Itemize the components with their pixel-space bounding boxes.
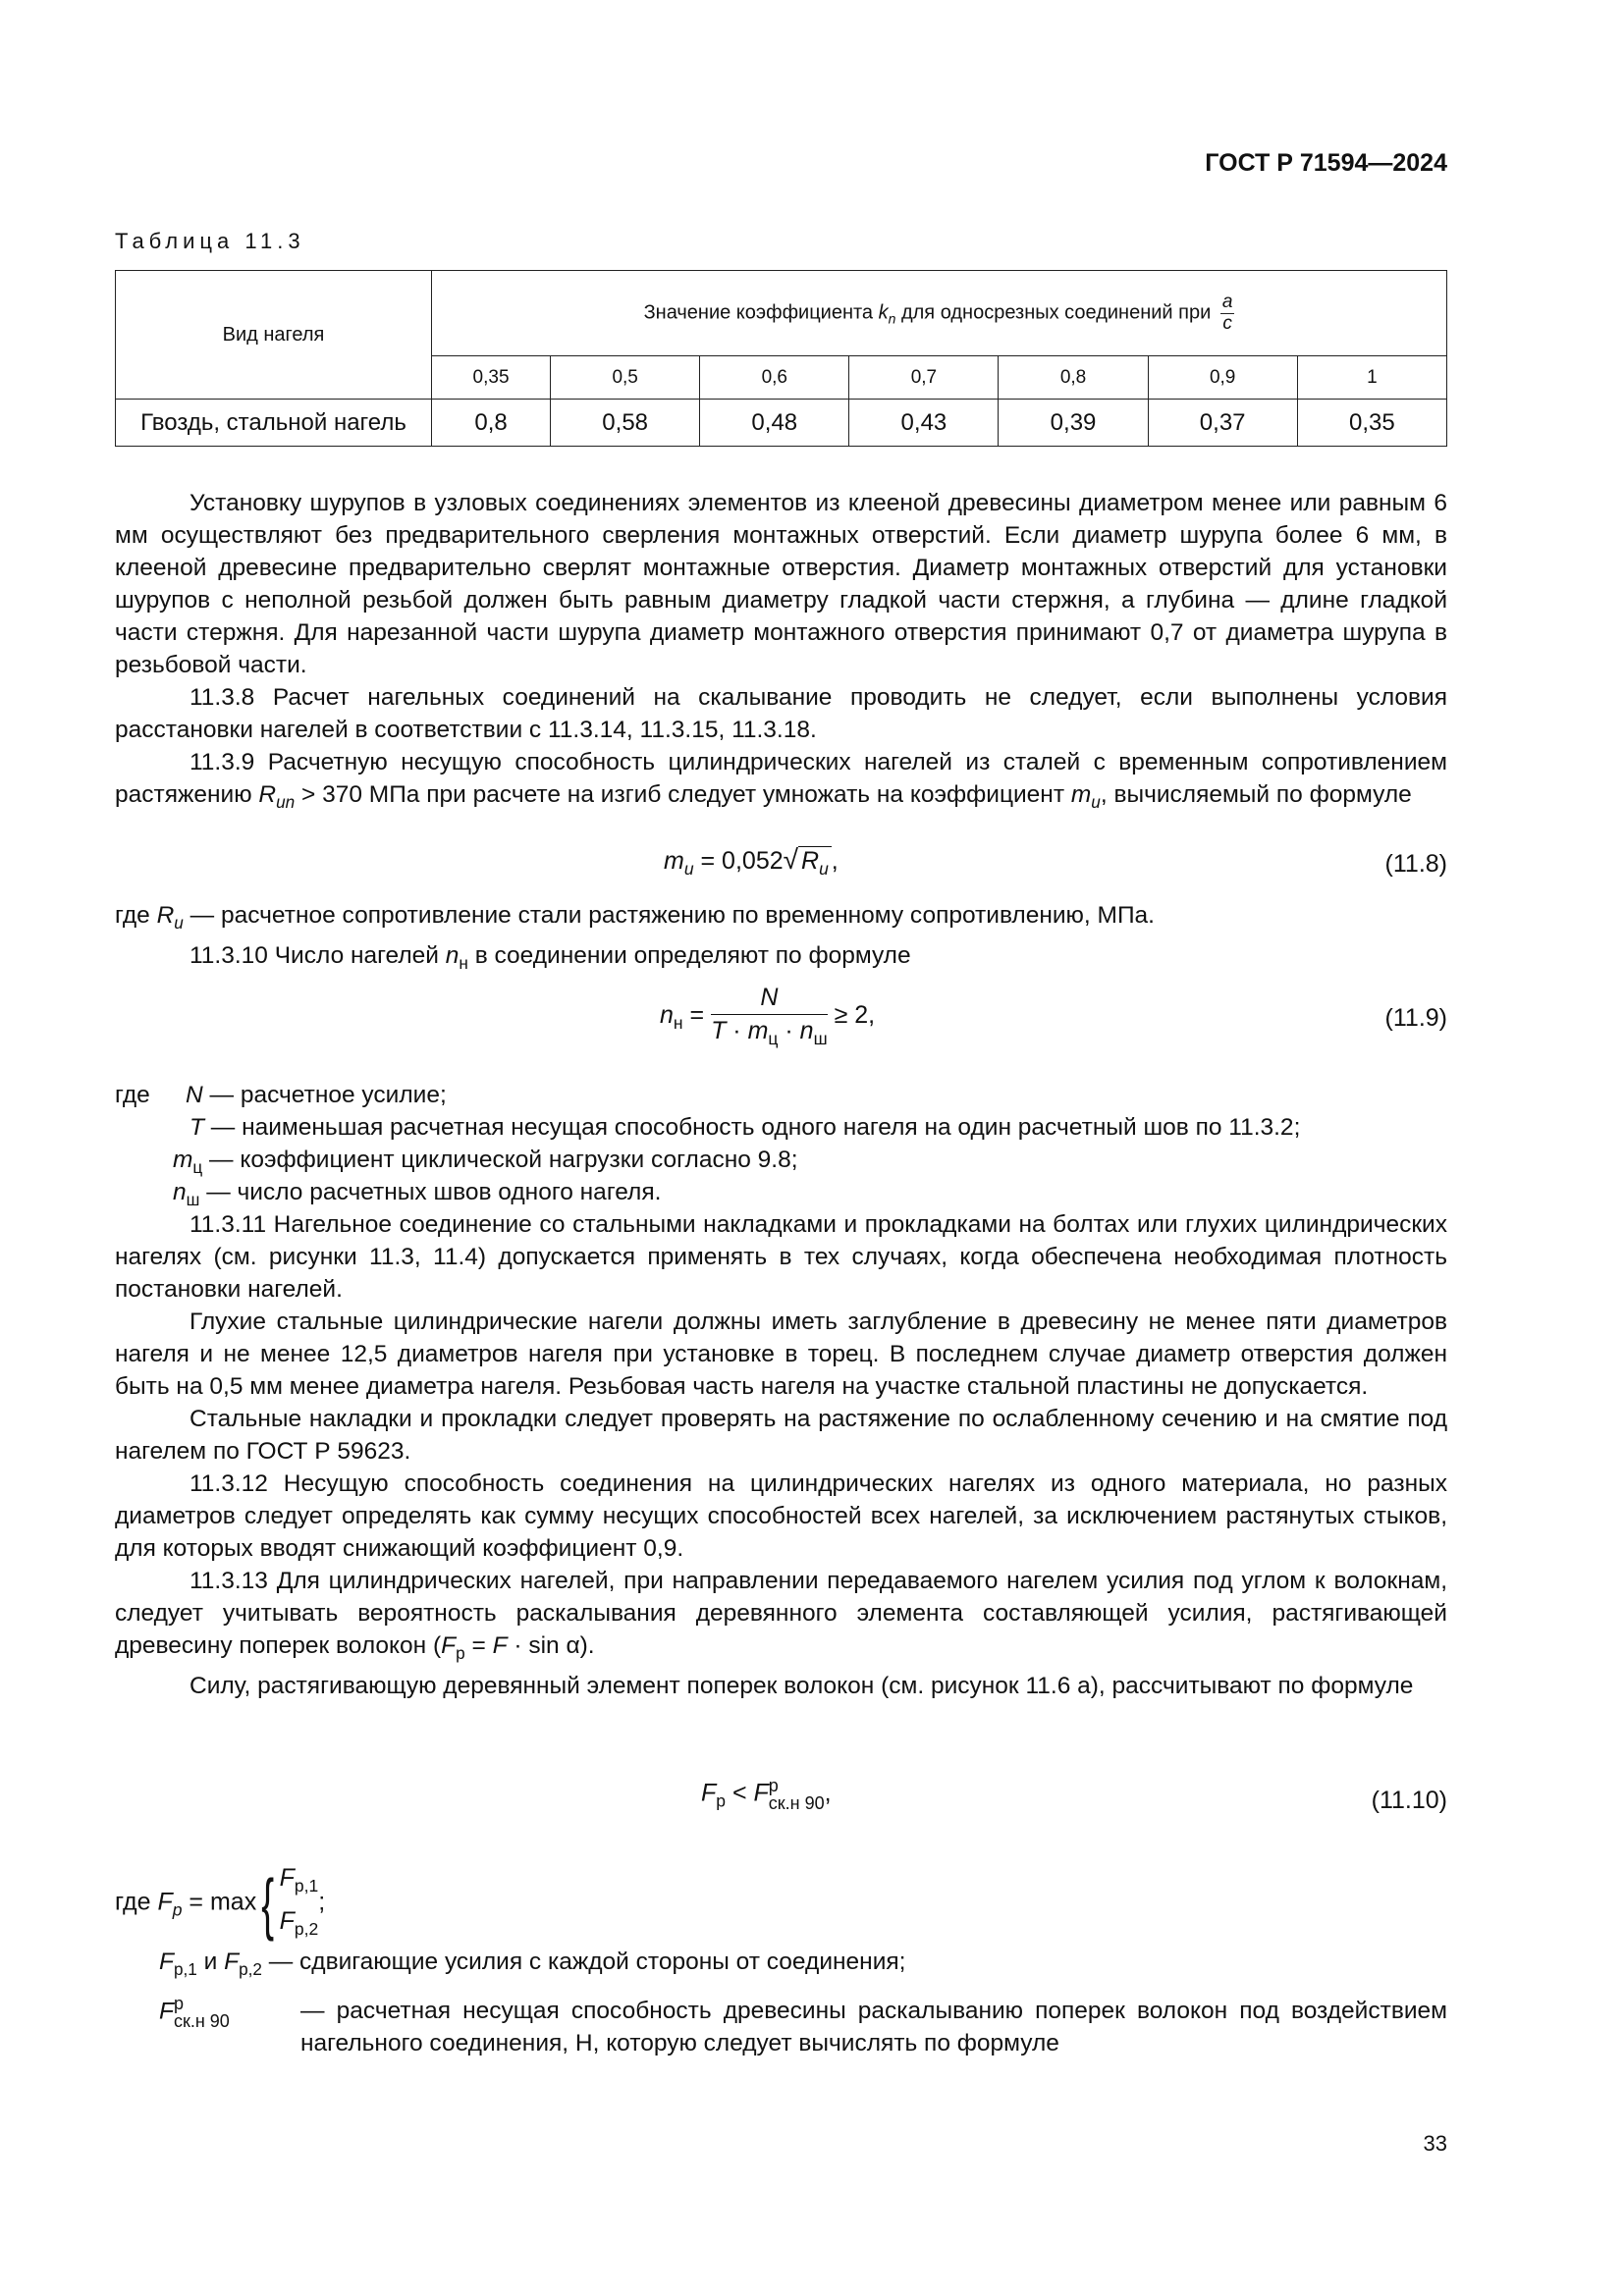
formula-11-9: $n_н$ = N $T \cdot m_ц \cdot n_ш$ ≥ 2, (660, 984, 876, 1048)
formula-number: (11.8) (1384, 850, 1447, 878)
fp-max-formula: где $F_p = \max${ $F_{р,1}$ $F_{р,2}$ ; (115, 1864, 326, 1942)
paragraph: 11.3.11 Нагельное соединение со стальными накладками и прокладками на болтах или глухих цилиндрических нагелях (см. рисунки 11.3, 11.4) допускается применять в тех случаях, когда обеспечена необходимая плотность постановки нагелей. (115, 1211, 1447, 1303)
formula-number: (11.9) (1384, 1004, 1447, 1032)
paragraph: 11.3.13 Для цилиндрических нагелей, при направлении передаваемого нагелем усилия под углом к волокнам, следует учитывать вероятность раскалывания деревянного элемента составляющей усилия, растягивающей древесину поперек волокон $(F_р = F \cdot \sin \alpha)$. (115, 1568, 1447, 1663)
document-code: ГОСТ Р 71594—2024 (1205, 149, 1447, 177)
ratio-cell: 0,5 (551, 356, 700, 400)
table-row (116, 400, 1447, 447)
ratio-cell: 0,8 (999, 356, 1148, 400)
ratio-cell: 1 (1297, 356, 1446, 400)
value-cell: 0,37 (1148, 400, 1297, 447)
paragraph: 11.3.8 Расчет нагельных соединений на скалывание проводить не следует, если выполнены условия расстановки нагелей в соответствии с 11.3.14, 11.3.15, 11.3.18. (115, 684, 1447, 743)
ratio-cell: 0,7 (849, 356, 999, 400)
paragraph: 11.3.12 Несущую способность соединения на цилиндрических нагелях из одного материала, но разных диаметров следует определять как сумму несущих способностей всех нагелей, за исключением растянутых стыков, для которых вводят снижающий коэффициент 0,9. (115, 1470, 1447, 1562)
coefficient-table (115, 270, 1447, 447)
value-cell: 0,43 (849, 400, 999, 447)
value-cell: 0,48 (700, 400, 849, 447)
formula-11-8: $m_и = 0,052√$ $R_u$ , (664, 844, 839, 879)
definition-symbol: F р ск.н 90 (159, 1994, 230, 2031)
ratio-cell: 0,35 (432, 356, 551, 400)
body-block-2 (115, 899, 1447, 980)
value-cell: 0,39 (999, 400, 1148, 447)
table-caption: Таблица 11.3 (115, 229, 305, 253)
definition: $n_ш$ — число расчетных швов одного нагеля. (173, 1179, 662, 1209)
ratio-cell: 0,6 (700, 356, 849, 400)
ratio-cell: 0,9 (1148, 356, 1297, 400)
paragraph: Установку шурупов в узловых соединениях элементов из клееной древесины диаметром менее или равным 6 мм осуществляют без предварительного сверления монтажных отверстий. Если диаметр шурупа более 6 мм, в клееной древесине предварительно сверлят монтажные отверстия. Диаметр монтажных отверстий для установки шурупов с неполной резьбой должен быть равным диаметру гладкой части стержня, а глубина — длине гладкой части стержня. Для нарезанной части шурупа диаметр монтажного отверстия принимают 0,7 от диаметра шурупа в резьбовой части. (115, 490, 1447, 678)
definition: — расчетная несущая способность древесины раскалыванию поперек волокон под воздействием нагельного соединения, Н, которую следует вычислять по формуле (300, 1998, 1447, 2056)
paragraph: Стальные накладки и прокладки следует проверять на растяжение по ослабленному сечению и на смятие под нагелем по ГОСТ Р 59623. (115, 1406, 1447, 1465)
paragraph: 11.3.9 Расчетную несущую способность цилиндрических нагелей из сталей с временным сопротивлением растяжению $R_{un} > 370$ МПа при расчете на изгиб следует умножать на коэффициент $m_и$, вычисляемый по формуле (115, 749, 1447, 812)
row-type-cell: Гвоздь, стальной нагель (116, 400, 432, 447)
table-header-group: Значение коэффициента $k_n$ для односрезных соединений при $\frac{a}{c}$ (432, 271, 1447, 356)
paragraph: где $R_u$ — расчетное сопротивление стали растяжению по временному сопротивлению, МПа. (115, 902, 1155, 933)
body-block-1 (115, 487, 1447, 819)
definition: $F_{р,1}$ и $F_{р,2}$ — сдвигающие усилия с каждой стороны от соединения; (159, 1949, 906, 1979)
paragraph: Глухие стальные цилиндрические нагели должны иметь заглубление в древесину не менее пяти диаметров нагеля и не менее 12,5 диаметров нагеля при установке в торец. В последнем случае диаметр отверстия должен быть на 0,5 мм менее диаметра нагеля. Резьбовая часть нагеля на участке стальной пластины не допускается. (115, 1308, 1447, 1400)
ratio-fraction: $\frac{a}{c}$ (1221, 291, 1233, 334)
formula-number: (11.10) (1371, 1787, 1447, 1814)
value-cell: 0,35 (1297, 400, 1446, 447)
table-header-type: Вид нагеля (116, 271, 432, 400)
page-number: 33 (1423, 2131, 1447, 2156)
definition: N — расчетное усилие; (186, 1082, 447, 1108)
paragraph: 11.3.10 Число нагелей $n_н$ в соединении определяют по формуле (189, 941, 911, 973)
value-cell: 0,8 (432, 400, 551, 447)
definition: T — наименьшая расчетная несущая способность одного нагеля на один расчетный шов по 11.3.2; (189, 1114, 1301, 1141)
paragraph: Силу, растягивающую деревянный элемент поперек волокон (см. рисунок 11.6 а), рассчитывают по формуле (189, 1672, 1414, 1699)
definition: $m_ц$ — коэффициент циклической нагрузки согласно 9.8; (173, 1147, 798, 1177)
defs-lead: где (115, 1082, 150, 1108)
formula-11-10: $F_р < F$ р ск.н 90 , (701, 1776, 832, 1813)
value-cell: 0,58 (551, 400, 700, 447)
body-block-3 (115, 1208, 1447, 1702)
